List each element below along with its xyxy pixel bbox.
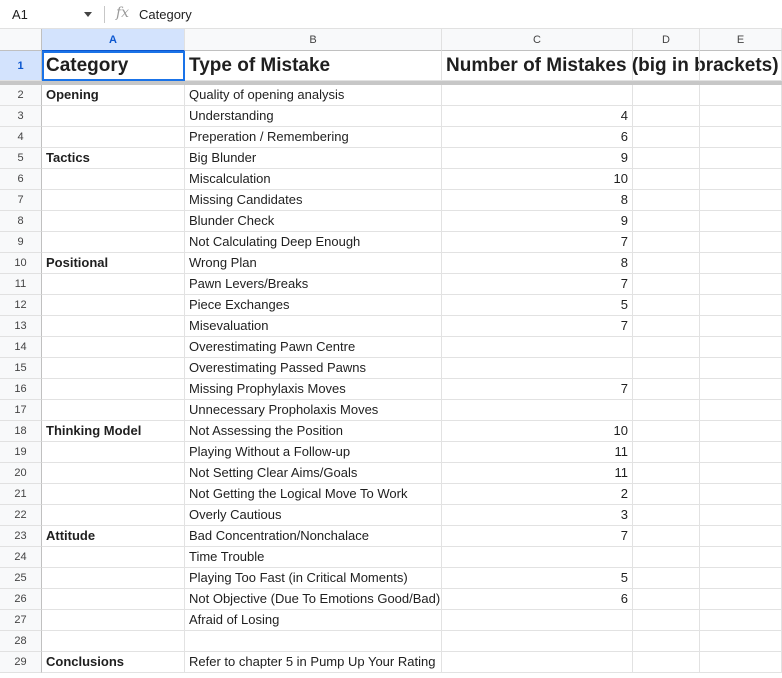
empty-cell[interactable] <box>700 253 782 274</box>
cell-c23[interactable]: 7 <box>442 526 633 547</box>
empty-cell[interactable] <box>633 148 700 169</box>
empty-cell[interactable] <box>633 106 700 127</box>
cell-c21[interactable]: 2 <box>442 484 633 505</box>
cell-a28[interactable] <box>42 631 185 652</box>
cell-a25[interactable] <box>42 568 185 589</box>
cell-c13[interactable]: 7 <box>442 316 633 337</box>
cell-a7[interactable] <box>42 190 185 211</box>
empty-cell[interactable] <box>633 652 700 673</box>
empty-cell[interactable] <box>633 400 700 421</box>
row-header[interactable]: 13 <box>0 316 42 337</box>
empty-cell[interactable] <box>700 526 782 547</box>
cell-a1[interactable]: Category <box>42 51 185 81</box>
empty-cell[interactable] <box>633 442 700 463</box>
cell-b12[interactable]: Piece Exchanges <box>185 295 442 316</box>
cell-a26[interactable] <box>42 589 185 610</box>
cell-b24[interactable]: Time Trouble <box>185 547 442 568</box>
empty-cell[interactable] <box>700 505 782 526</box>
cell-a22[interactable] <box>42 505 185 526</box>
cell-a21[interactable] <box>42 484 185 505</box>
cell-b10[interactable]: Wrong Plan <box>185 253 442 274</box>
function-icon: fx <box>116 5 130 21</box>
empty-cell[interactable] <box>633 253 700 274</box>
cell-a27[interactable] <box>42 610 185 631</box>
cell-a6[interactable] <box>42 169 185 190</box>
row-header[interactable]: 26 <box>0 589 42 610</box>
empty-cell[interactable] <box>700 568 782 589</box>
cell-b9[interactable]: Not Calculating Deep Enough <box>185 232 442 253</box>
cell-b25[interactable]: Playing Too Fast (in Critical Moments) <box>185 568 442 589</box>
cell-b29[interactable]: Refer to chapter 5 in Pump Up Your Rating <box>185 652 442 673</box>
cell-b6[interactable]: Miscalculation <box>185 169 442 190</box>
row-header[interactable]: 8 <box>0 211 42 232</box>
name-box-value: A1 <box>12 7 28 22</box>
row-header[interactable]: 21 <box>0 484 42 505</box>
cell-b8[interactable]: Blunder Check <box>185 211 442 232</box>
cell-a3[interactable] <box>42 106 185 127</box>
empty-cell[interactable] <box>633 190 700 211</box>
empty-cell[interactable] <box>633 589 700 610</box>
cell-c27[interactable] <box>442 610 633 631</box>
empty-cell[interactable] <box>633 232 700 253</box>
empty-cell[interactable] <box>700 337 782 358</box>
cell-c4[interactable]: 6 <box>442 127 633 148</box>
empty-cell[interactable] <box>700 295 782 316</box>
cell-c12[interactable]: 5 <box>442 295 633 316</box>
row-header[interactable]: 24 <box>0 547 42 568</box>
select-all-corner[interactable] <box>0 29 42 51</box>
cell-b20[interactable]: Not Setting Clear Aims/Goals <box>185 463 442 484</box>
row-header[interactable]: 29 <box>0 652 42 673</box>
cell-b16[interactable]: Missing Prophylaxis Moves <box>185 379 442 400</box>
cell-b2[interactable]: Quality of opening analysis <box>185 85 442 106</box>
empty-cell[interactable] <box>700 463 782 484</box>
row-header[interactable]: 23 <box>0 526 42 547</box>
row-header[interactable]: 20 <box>0 463 42 484</box>
cell-c3[interactable]: 4 <box>442 106 633 127</box>
empty-cell[interactable] <box>633 568 700 589</box>
cell-c15[interactable] <box>442 358 633 379</box>
empty-cell[interactable] <box>700 379 782 400</box>
cell-b13[interactable]: Misevaluation <box>185 316 442 337</box>
cell-a18[interactable]: Thinking Model <box>42 421 185 442</box>
cell-c28[interactable] <box>442 631 633 652</box>
row-header[interactable]: 11 <box>0 274 42 295</box>
empty-cell[interactable] <box>633 169 700 190</box>
empty-cell[interactable] <box>633 211 700 232</box>
cell-a24[interactable] <box>42 547 185 568</box>
cell-b11[interactable]: Pawn Levers/Breaks <box>185 274 442 295</box>
row-header[interactable]: 3 <box>0 106 42 127</box>
cell-a17[interactable] <box>42 400 185 421</box>
row-header[interactable]: 19 <box>0 442 42 463</box>
empty-cell[interactable] <box>700 127 782 148</box>
name-box[interactable] <box>0 0 100 28</box>
row-header[interactable]: 22 <box>0 505 42 526</box>
cell-a15[interactable] <box>42 358 185 379</box>
empty-cell[interactable] <box>633 547 700 568</box>
empty-cell[interactable] <box>700 610 782 631</box>
empty-cell[interactable] <box>633 274 700 295</box>
row-header[interactable]: 7 <box>0 190 42 211</box>
row-header[interactable]: 25 <box>0 568 42 589</box>
empty-cell[interactable] <box>633 505 700 526</box>
empty-cell[interactable] <box>700 358 782 379</box>
row-header[interactable]: 16 <box>0 379 42 400</box>
empty-cell[interactable] <box>700 421 782 442</box>
cell-b1[interactable]: Type of Mistake <box>185 51 442 81</box>
cell-a5[interactable]: Tactics <box>42 148 185 169</box>
empty-cell[interactable] <box>700 190 782 211</box>
chevron-down-icon[interactable] <box>84 12 92 17</box>
empty-cell[interactable] <box>633 316 700 337</box>
cell-a9[interactable] <box>42 232 185 253</box>
cell-c11[interactable]: 7 <box>442 274 633 295</box>
empty-cell[interactable] <box>633 51 700 81</box>
cell-b15[interactable]: Overestimating Passed Pawns <box>185 358 442 379</box>
empty-cell[interactable] <box>700 148 782 169</box>
cell-b5[interactable]: Big Blunder <box>185 148 442 169</box>
empty-cell[interactable] <box>700 274 782 295</box>
cell-c9[interactable]: 7 <box>442 232 633 253</box>
empty-cell[interactable] <box>633 85 700 106</box>
cell-c1[interactable]: Number of Mistakes (big in brackets) <box>442 51 633 81</box>
empty-cell[interactable] <box>633 526 700 547</box>
empty-cell[interactable] <box>700 51 782 81</box>
row-header[interactable]: 15 <box>0 358 42 379</box>
row-header[interactable]: 27 <box>0 610 42 631</box>
empty-cell[interactable] <box>633 379 700 400</box>
empty-cell[interactable] <box>700 106 782 127</box>
row-header[interactable]: 6 <box>0 169 42 190</box>
cell-b19[interactable]: Playing Without a Follow-up <box>185 442 442 463</box>
column-header-d[interactable]: D <box>633 29 700 51</box>
cell-c17[interactable] <box>442 400 633 421</box>
row-header[interactable]: 14 <box>0 337 42 358</box>
cell-b23[interactable]: Bad Concentration/Nonchalace <box>185 526 442 547</box>
cell-a23[interactable]: Attitude <box>42 526 185 547</box>
cell-a4[interactable] <box>42 127 185 148</box>
row-header[interactable]: 4 <box>0 127 42 148</box>
cell-b28[interactable] <box>185 631 442 652</box>
column-header-a[interactable]: A <box>42 29 185 51</box>
cell-b4[interactable]: Preperation / Remembering <box>185 127 442 148</box>
empty-cell[interactable] <box>633 421 700 442</box>
cell-c18[interactable]: 10 <box>442 421 633 442</box>
empty-cell[interactable] <box>700 631 782 652</box>
row-header[interactable]: 12 <box>0 295 42 316</box>
cell-c8[interactable]: 9 <box>442 211 633 232</box>
empty-cell[interactable] <box>633 631 700 652</box>
empty-cell[interactable] <box>633 484 700 505</box>
cell-b27[interactable]: Afraid of Losing <box>185 610 442 631</box>
cell-b22[interactable]: Overly Cautious <box>185 505 442 526</box>
row-header[interactable]: 28 <box>0 631 42 652</box>
cell-a19[interactable] <box>42 442 185 463</box>
cell-b3[interactable]: Understanding <box>185 106 442 127</box>
cell-a2[interactable]: Opening <box>42 85 185 106</box>
cell-a8[interactable] <box>42 211 185 232</box>
empty-cell[interactable] <box>700 169 782 190</box>
cell-c14[interactable] <box>442 337 633 358</box>
empty-cell[interactable] <box>700 589 782 610</box>
cell-b18[interactable]: Not Assessing the Position <box>185 421 442 442</box>
formula-bar-divider <box>104 6 105 23</box>
cell-c25[interactable]: 5 <box>442 568 633 589</box>
empty-cell[interactable] <box>700 442 782 463</box>
cell-a14[interactable] <box>42 337 185 358</box>
empty-cell[interactable] <box>700 316 782 337</box>
cell-c6[interactable]: 10 <box>442 169 633 190</box>
row-header[interactable]: 2 <box>0 85 42 106</box>
empty-cell[interactable] <box>633 610 700 631</box>
cell-c5[interactable]: 9 <box>442 148 633 169</box>
empty-cell[interactable] <box>633 463 700 484</box>
empty-cell[interactable] <box>700 400 782 421</box>
cell-a29[interactable]: Conclusions <box>42 652 185 673</box>
cell-a10[interactable]: Positional <box>42 253 185 274</box>
column-header-e[interactable]: E <box>700 29 782 51</box>
empty-cell[interactable] <box>700 232 782 253</box>
cell-a12[interactable] <box>42 295 185 316</box>
formula-bar <box>0 0 782 29</box>
cell-b17[interactable]: Unnecessary Propholaxis Moves <box>185 400 442 421</box>
cell-b14[interactable]: Overestimating Pawn Centre <box>185 337 442 358</box>
row-header[interactable]: 1 <box>0 51 42 81</box>
empty-cell[interactable] <box>700 85 782 106</box>
row-header[interactable]: 10 <box>0 253 42 274</box>
empty-cell[interactable] <box>633 127 700 148</box>
cell-c20[interactable]: 11 <box>442 463 633 484</box>
row-header[interactable]: 9 <box>0 232 42 253</box>
cell-c19[interactable]: 11 <box>442 442 633 463</box>
empty-cell[interactable] <box>700 211 782 232</box>
empty-cell[interactable] <box>633 337 700 358</box>
cell-b7[interactable]: Missing Candidates <box>185 190 442 211</box>
empty-cell[interactable] <box>700 484 782 505</box>
cell-a13[interactable] <box>42 316 185 337</box>
cell-b26[interactable]: Not Objective (Due To Emotions Good/Bad) <box>185 589 442 610</box>
cell-a16[interactable] <box>42 379 185 400</box>
formula-input[interactable]: Category <box>139 7 192 22</box>
column-header-b[interactable]: B <box>185 29 442 51</box>
row-header[interactable]: 17 <box>0 400 42 421</box>
cell-c16[interactable]: 7 <box>442 379 633 400</box>
cell-c7[interactable]: 8 <box>442 190 633 211</box>
row-header[interactable]: 18 <box>0 421 42 442</box>
empty-cell[interactable] <box>633 295 700 316</box>
empty-cell[interactable] <box>700 547 782 568</box>
cell-c22[interactable]: 3 <box>442 505 633 526</box>
cell-c10[interactable]: 8 <box>442 253 633 274</box>
empty-cell[interactable] <box>700 652 782 673</box>
cell-a11[interactable] <box>42 274 185 295</box>
cell-c24[interactable] <box>442 547 633 568</box>
row-header[interactable]: 5 <box>0 148 42 169</box>
cell-c2[interactable] <box>442 85 633 106</box>
column-header-c[interactable]: C <box>442 29 633 51</box>
cell-c26[interactable]: 6 <box>442 589 633 610</box>
cell-c29[interactable] <box>442 652 633 673</box>
empty-cell[interactable] <box>633 358 700 379</box>
cell-b21[interactable]: Not Getting the Logical Move To Work <box>185 484 442 505</box>
cell-a20[interactable] <box>42 463 185 484</box>
